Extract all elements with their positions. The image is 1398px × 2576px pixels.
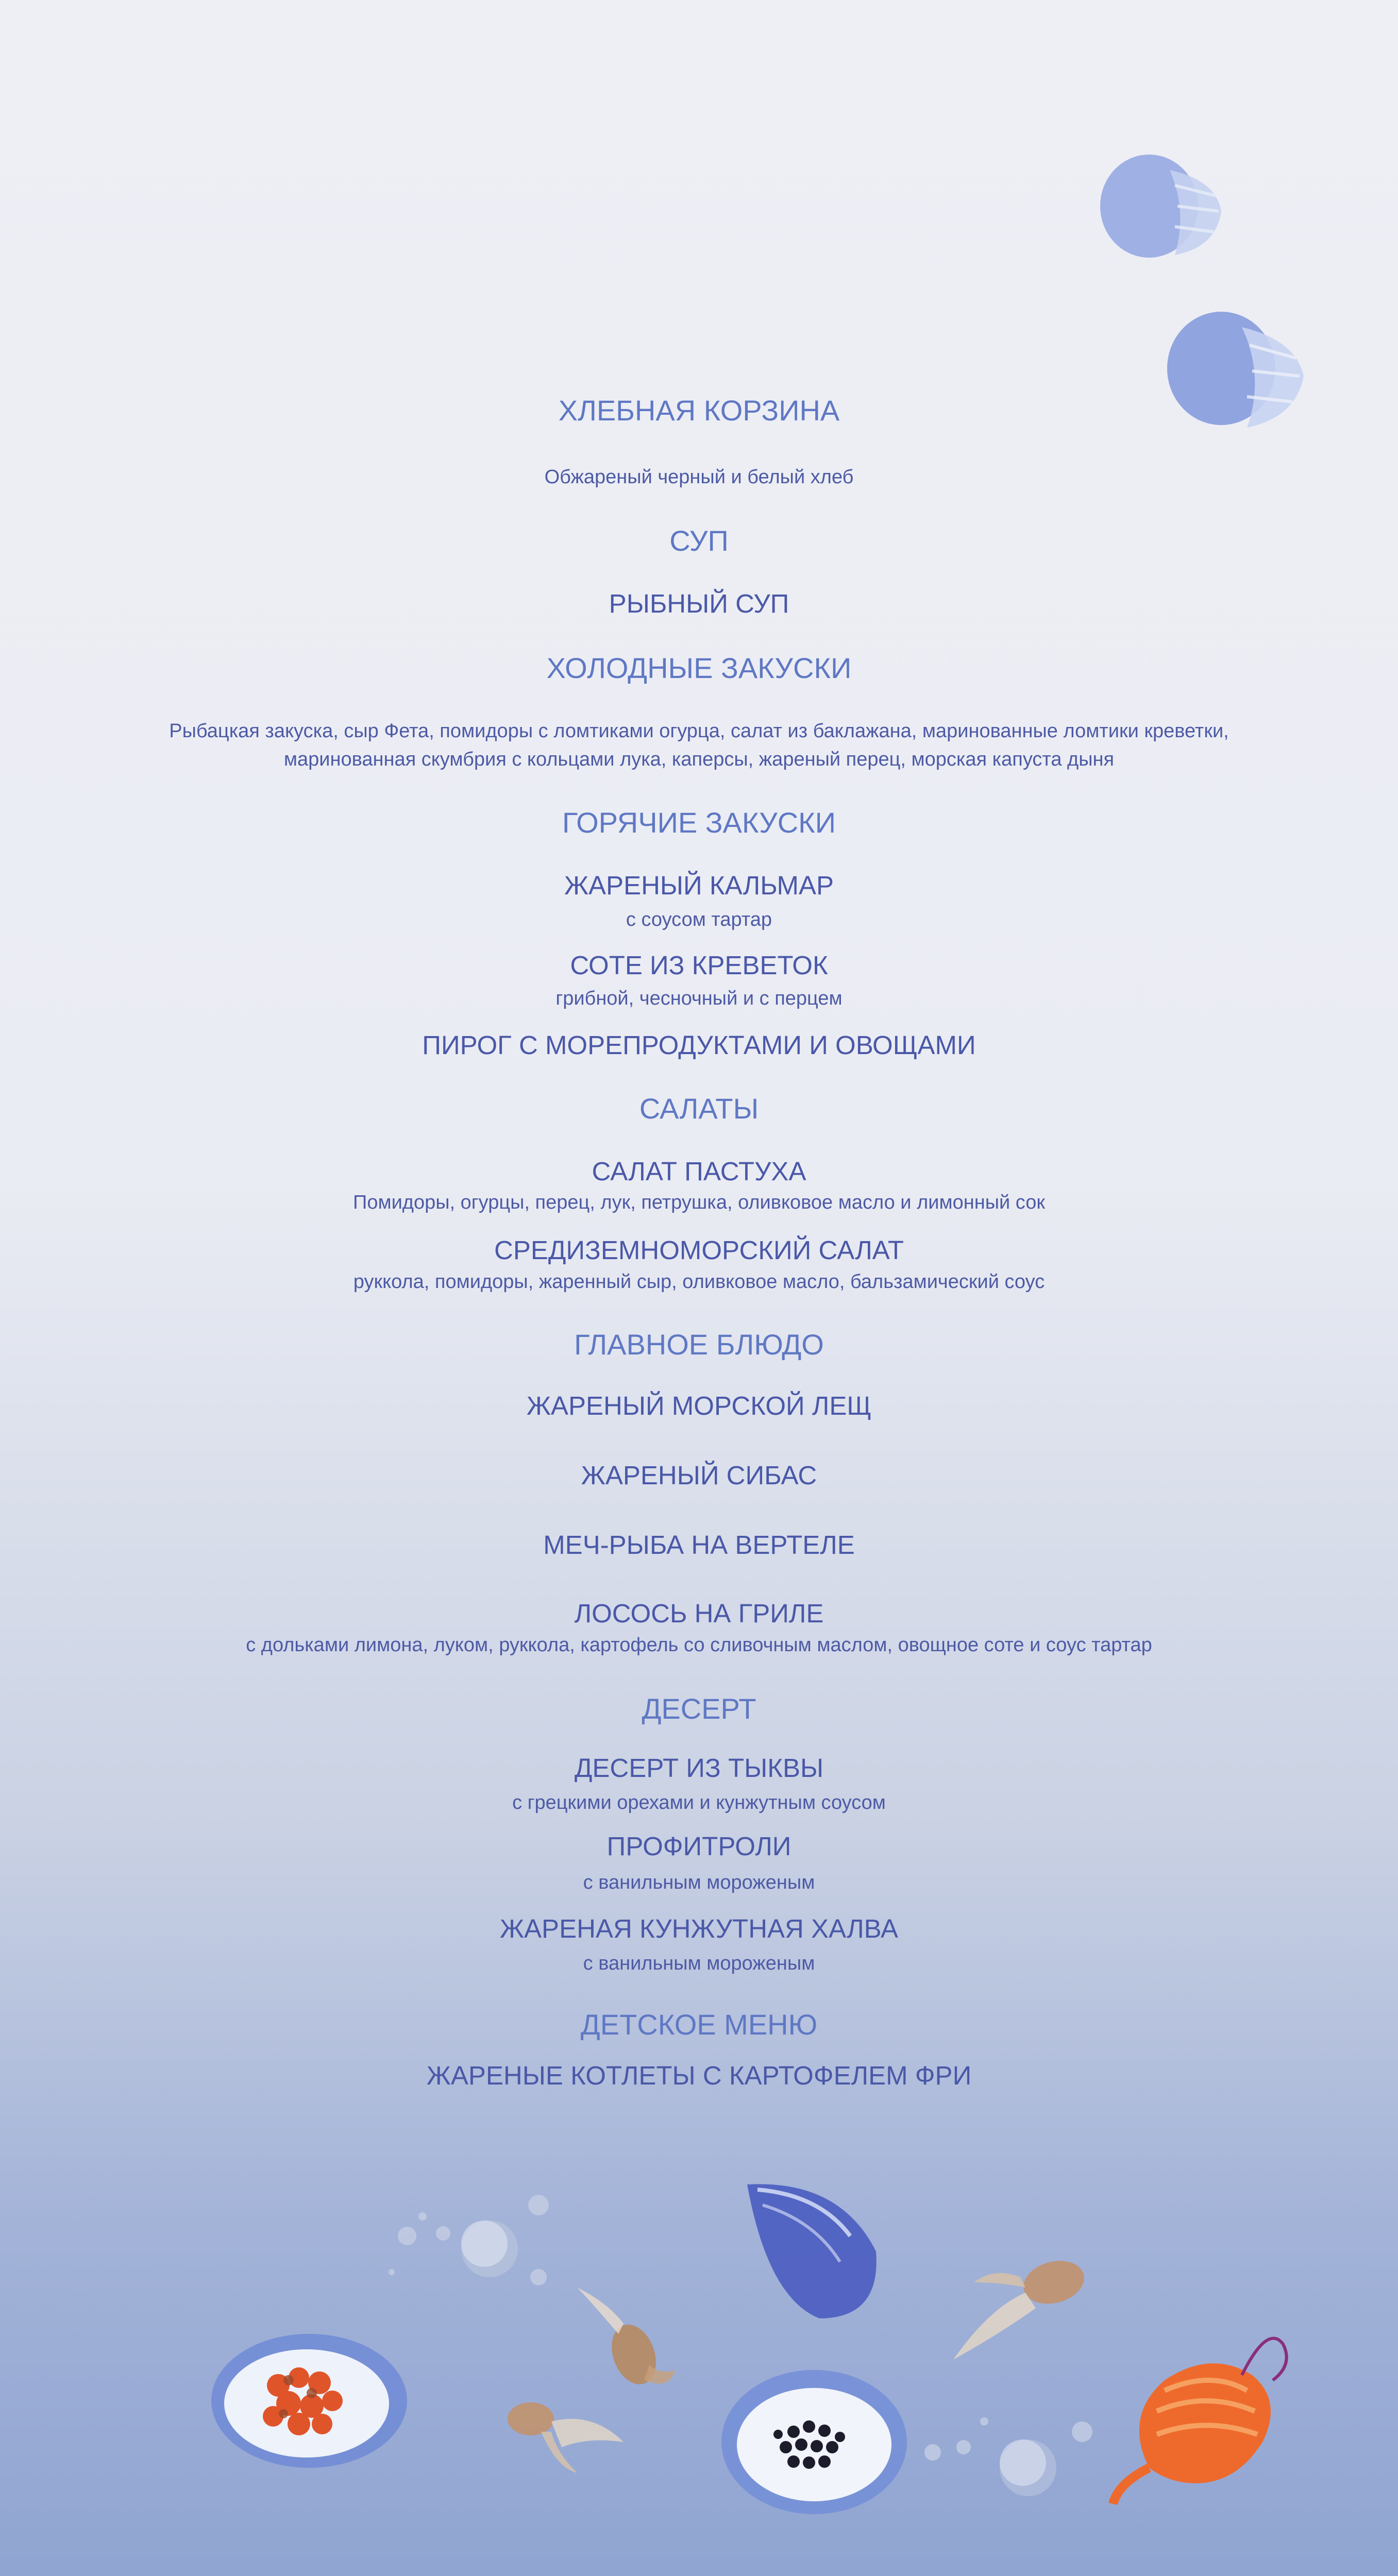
- dish-fish-soup: РЫБНЫЙ СУП: [609, 589, 789, 618]
- dish-grilled-salmon: ЛОСОСЬ НА ГРИЛЕ: [574, 1599, 824, 1628]
- shrimp-icon: [1108, 2313, 1304, 2509]
- section-title-cold-starters: ХОЛОДНЫЕ ЗАКУСКИ: [546, 652, 852, 684]
- cold-starters-description-line2: маринованная скумбрия с кольцами лука, каперсы, жареный перец, морская капуста дыня: [283, 749, 1115, 770]
- water-drops-icon: [381, 2195, 577, 2313]
- section-title-salads: САЛАТЫ: [639, 1092, 759, 1125]
- dish-profiteroles-description: с ванильным мороженым: [583, 1872, 815, 1893]
- dish-pumpkin-dessert: ДЕСЕРТ ИЗ ТЫКВЫ: [574, 1753, 824, 1783]
- dish-fried-squid: ЖАРЕНЫЙ КАЛЬМАР: [564, 871, 834, 900]
- dish-mediterranean-salad: СРЕДИЗЕМНОМОРСКИЙ САЛАТ: [494, 1235, 904, 1265]
- dish-shepherd-salad: САЛАТ ПАСТУХА: [592, 1157, 806, 1186]
- section-title-kids-menu: ДЕТСКОЕ МЕНЮ: [580, 2008, 818, 2041]
- dish-grilled-sea-bass: ЖАРЕНЫЙ СИБАС: [581, 1461, 817, 1490]
- dish-grilled-sea-bream: ЖАРЕНЫЙ МОРСКОЙ ЛЕЩ: [526, 1391, 872, 1420]
- goldfish-icon: [567, 2277, 680, 2396]
- red-caviar-shell-icon: [206, 2318, 412, 2473]
- dish-mediterranean-salad-description: руккола, помидоры, жаренный сыр, оливковое масло, бальзамический соус: [353, 1271, 1045, 1293]
- cold-starters-description-line1: Рыбацкая закуска, сыр Фета, помидоры с ломтиками огурца, салат из баклажана, маринованные ломтики креветки,: [169, 720, 1229, 742]
- dish-shepherd-salad-description: Помидоры, огурцы, перец, лук, петрушка, оливковое масло и лимонный сок: [353, 1192, 1045, 1213]
- section-title-dessert: ДЕСЕРТ: [642, 1692, 756, 1725]
- mussel-shell-icon: [737, 2174, 886, 2329]
- dish-shrimp-saute: СОТЕ ИЗ КРЕВЕТОК: [570, 951, 828, 980]
- bread-description: Обжареный черный и белый хлеб: [544, 466, 854, 488]
- section-title-hot-starters: ГОРЯЧИЕ ЗАКУСКИ: [562, 806, 836, 839]
- dish-sesame-halva-description: с ванильным мороженым: [583, 1953, 815, 1974]
- dish-kids-cutlets-fries: ЖАРЕНЫЕ КОТЛЕТЫ С КАРТОФЕЛЕМ ФРИ: [426, 2061, 972, 2090]
- water-drops-icon: [917, 2401, 1113, 2509]
- section-title-bread: ХЛЕБНАЯ КОРЗИНА: [558, 394, 840, 427]
- section-title-soup: СУП: [669, 524, 729, 557]
- dish-profiteroles: ПРОФИТРОЛИ: [607, 1832, 791, 1861]
- dish-pumpkin-dessert-description: с грецкими орехами и кунжутным соусом: [512, 1792, 886, 1814]
- dish-fried-squid-description: с соусом тартар: [626, 909, 772, 930]
- dish-sesame-halva: ЖАРЕНАЯ КУНЖУТНАЯ ХАЛВА: [499, 1914, 899, 1943]
- dish-shrimp-saute-description: грибной, чесночный и с перцем: [555, 988, 843, 1009]
- goldfish-icon: [495, 2380, 629, 2478]
- dish-grilled-salmon-description: с дольками лимона, луком, руккола, картофель со сливочным маслом, овощное соте и соус тартар: [246, 1634, 1152, 1656]
- dish-swordfish-skewer: МЕЧ-РЫБА НА ВЕРТЕЛЕ: [543, 1530, 855, 1560]
- dish-seafood-pie: ПИРОГ С МОРЕПРОДУКТАМИ И ОВОЩАМИ: [422, 1030, 976, 1060]
- section-title-main-course: ГЛАВНОЕ БЛЮДО: [574, 1328, 824, 1361]
- black-caviar-shell-icon: [716, 2365, 912, 2519]
- goldfish-icon: [943, 2236, 1108, 2370]
